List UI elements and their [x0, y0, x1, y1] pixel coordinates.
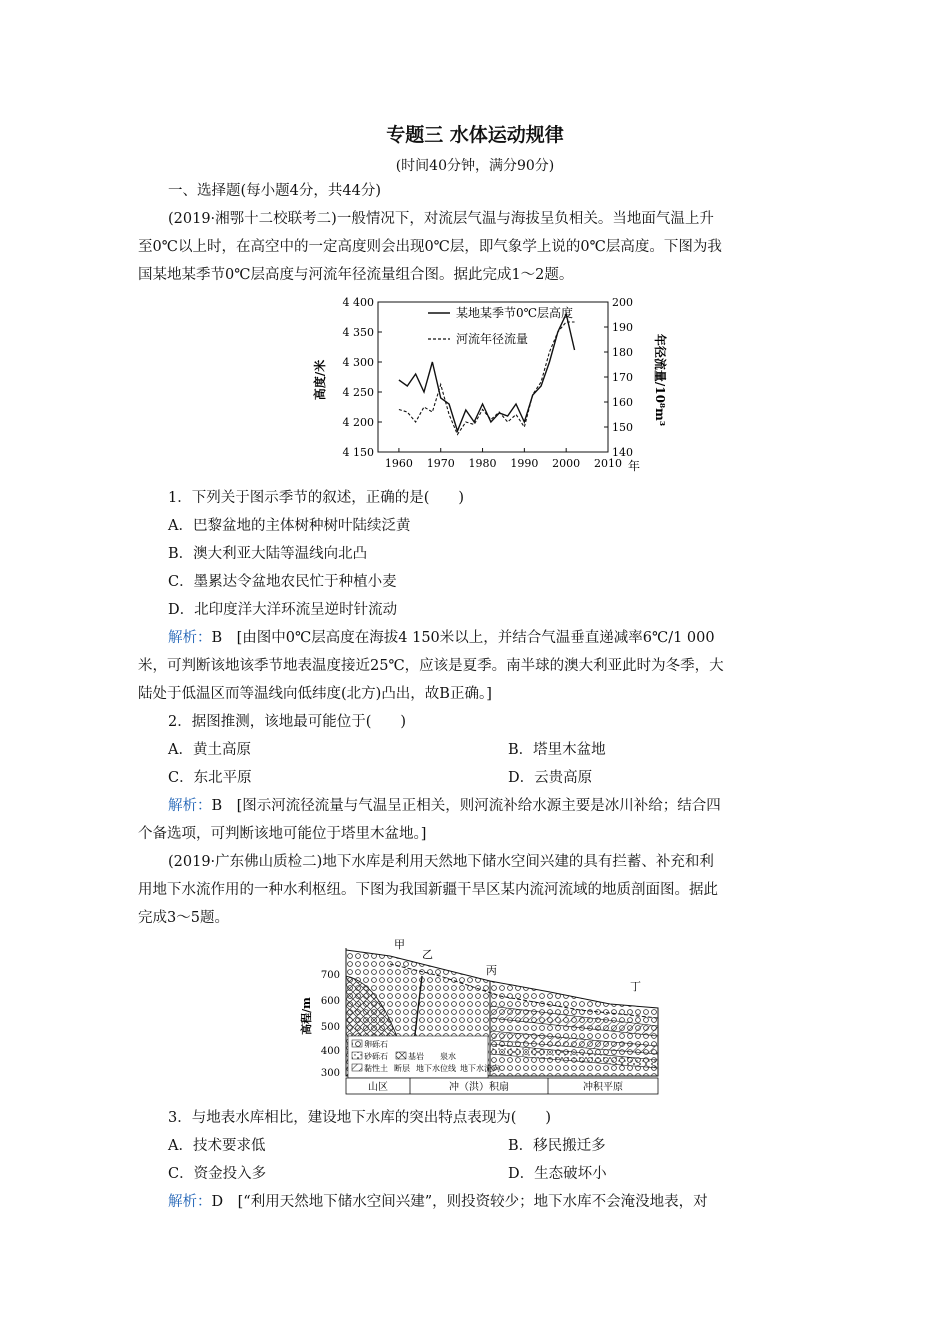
q1-analysis: 解析：B [由图中0℃层高度在海拔4 150米以上，并结合气温垂直递减率6℃/1 000	[168, 630, 715, 646]
legend-item: 地下水流向	[460, 1064, 500, 1073]
q1-option-c: C．墨累达令盆地农民忙于种植小麦	[168, 574, 397, 590]
y-right-tick-label: 170	[612, 371, 633, 384]
page-title: 专题三 水体运动规律	[386, 124, 564, 146]
q2-option-d: D．云贵高原	[508, 770, 593, 786]
diagram-y-tick: 500	[320, 1022, 340, 1033]
legend-item: 地下水位线	[416, 1064, 456, 1073]
y-right-tick-label: 160	[612, 396, 633, 409]
y-axis-left-label: 高度/米	[313, 359, 327, 401]
legend-series-1: 某地某季节0℃层高度	[456, 306, 574, 320]
zone-plain: 冲积平原	[583, 1082, 623, 1093]
q1-option-d: D．北印度洋大洋环流呈逆时针流动	[168, 602, 398, 618]
y-left-tick-label: 4 150	[342, 446, 374, 459]
intro2-line: (2019·广东佛山质检二)地下水库是利用天然地下储水空间兴建的具有拦蓄、补充和利	[168, 854, 714, 870]
q2-analysis-line: 个备选项，可判断该地可能位于塔里木盆地。]	[138, 826, 427, 842]
y-left-tick-label: 4 400	[342, 296, 374, 309]
intro2-line: 完成3～5题。	[138, 910, 229, 926]
legend-swatch	[352, 1040, 362, 1047]
x-tick-label: 1960	[384, 457, 413, 470]
q1-analysis-line: 陆处于低温区而等温线向低纬度(北方)凸出，故B正确。]	[138, 686, 492, 702]
y-right-tick-label: 200	[612, 296, 633, 309]
diagram-y-tick: 400	[320, 1046, 340, 1057]
legend-swatch	[352, 1064, 362, 1071]
legend-item: 卵砾石	[364, 1040, 388, 1049]
analysis-label: 解析：	[168, 1194, 212, 1210]
q2-option-b: B．塔里木盆地	[508, 742, 606, 758]
legend-swatch	[396, 1052, 406, 1059]
q1-option-a: A．巴黎盆地的主体树种树叶陆续泛黄	[168, 518, 411, 534]
y-left-tick-label: 4 250	[342, 386, 374, 399]
legend-series-2: 河流年径流量	[456, 332, 529, 346]
y-right-tick-label: 180	[612, 346, 633, 359]
place-label-yi: 乙	[422, 948, 433, 961]
q3-analysis: 解析：D [“利用天然地下储水空间兴建”，则投资较少；地下水库不会淹没地表，对	[168, 1194, 708, 1210]
diagram-y-label: 高程/m	[300, 997, 313, 1035]
geologic-profile-diagram	[290, 936, 662, 1096]
place-label-bing: 丙	[486, 964, 497, 977]
x-tick-label: 1990	[510, 457, 539, 470]
y-right-tick-label: 150	[612, 421, 633, 434]
x-tick-label: 1980	[468, 457, 497, 470]
y-axis-right-label: 年径流量/10⁸m³	[653, 333, 667, 427]
q1-option-b: B．澳大利亚大陆等温线向北凸	[168, 546, 368, 562]
place-label-ding: 丁	[630, 980, 641, 993]
zone-mountain: 山区	[368, 1082, 388, 1093]
section-heading: 一、选择题(每小题4分，共44分)	[168, 183, 381, 199]
y-left-tick-label: 4 350	[342, 326, 374, 339]
legend-item: 泉水	[440, 1052, 456, 1061]
legend-item: 黏性土	[364, 1064, 388, 1073]
q2-option-c: C．东北平原	[168, 770, 252, 786]
x-tick-label: 2000	[552, 457, 581, 470]
y-right-tick-label: 140	[612, 446, 633, 459]
legend-item: 基岩	[408, 1052, 424, 1061]
analysis-label: 解析：	[168, 630, 212, 646]
analysis-label: 解析：	[168, 798, 212, 814]
chart-frame	[378, 302, 608, 452]
q2-option-a: A．黄土高原	[168, 742, 251, 758]
q3-stem: 3．与地表水库相比，建设地下水库的突出特点表现为( )	[168, 1110, 552, 1126]
y-right-tick-label: 190	[612, 321, 633, 334]
page-subtitle: (时间40分钟，满分90分)	[395, 158, 555, 174]
q1-stem: 1．下列关于图示季节的叙述，正确的是( )	[168, 490, 465, 506]
zone-fan: 冲（洪）积扇	[449, 1082, 509, 1093]
intro1-line: (2019·湘鄂十二校联考二)一般情况下，对流层气温与海拔呈负相关。当地面气温上升	[168, 211, 714, 227]
q2-stem: 2．据图推测，该地最可能位于( )	[168, 714, 407, 730]
q3-option-d: D．生态破坏小	[508, 1166, 607, 1182]
q2-analysis: 解析：B [图示河流径流量与气温呈正相关，则河流补给水源主要是冰川补给；结合四	[168, 798, 721, 814]
y-left-tick-label: 4 200	[342, 416, 374, 429]
q3-option-a: A．技术要求低	[168, 1138, 266, 1154]
diagram-y-tick: 600	[320, 996, 340, 1007]
legend-item: 砂砾石	[364, 1052, 388, 1061]
diagram-y-tick: 700	[320, 970, 340, 981]
line-chart	[310, 292, 670, 477]
chart-legend	[428, 305, 573, 346]
intro2-line: 用地下水流作用的一种水利枢纽。下图为我国新疆干旱区某内流河流域的地质剖面图。据此	[138, 882, 718, 898]
x-tick-label: 2010	[594, 457, 622, 470]
intro1-line: 国某地某季节0℃层高度与河流年径流量组合图。据此完成1～2题。	[138, 267, 574, 283]
legend-swatch	[352, 1052, 362, 1059]
x-axis-unit: 年	[628, 459, 641, 473]
legend-item: 断层	[394, 1064, 410, 1073]
q3-option-c: C．资金投入多	[168, 1166, 267, 1182]
intro1-line: 至0℃以上时，在高空中的一定高度则会出现0℃层，即气象学上说的0℃层高度。下图为我	[138, 239, 722, 255]
y-left-tick-label: 4 300	[342, 356, 374, 369]
diagram-y-tick: 300	[320, 1068, 340, 1079]
place-label-jia: 甲	[394, 938, 405, 951]
q3-option-b: B．移民搬迁多	[508, 1138, 606, 1154]
q1-analysis-line: 米，可判断该地该季节地表温度接近25℃，应该是夏季。南半球的澳大利亚此时为冬季，大	[138, 658, 724, 674]
x-tick-label: 1970	[426, 457, 455, 470]
